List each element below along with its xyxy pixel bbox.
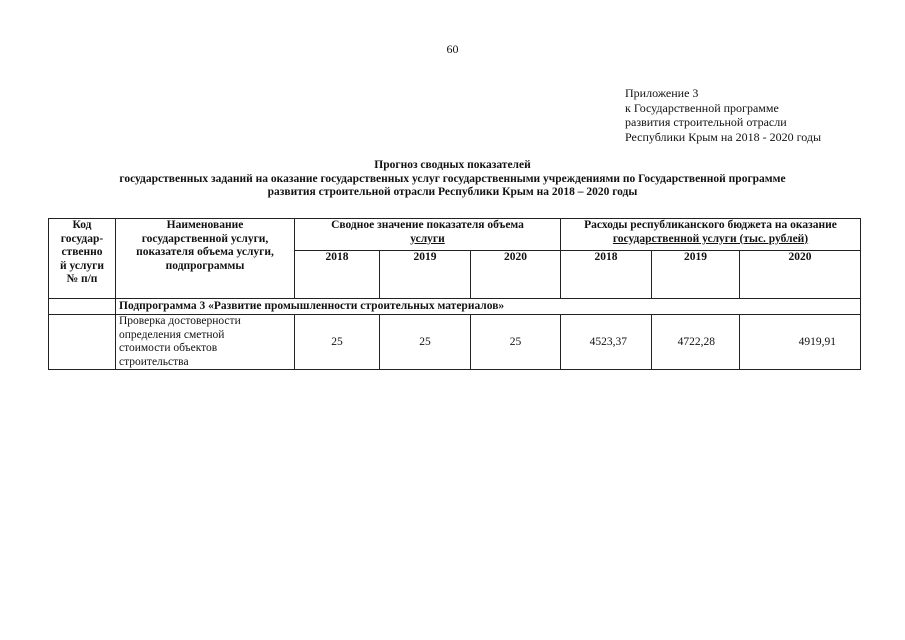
header-code-line: й услуги [59, 259, 105, 272]
header-expenses-line: Расходы республиканского бюджета на оказание [584, 219, 837, 231]
service-name-line: определения сметной [119, 328, 225, 341]
header-volume-group [295, 219, 561, 251]
year-expenses-2018: 2018 [561, 251, 652, 299]
header-expenses-group [561, 219, 861, 251]
volume-2019: 25 [380, 315, 471, 370]
expenses-2018: 4523,37 [561, 315, 652, 370]
volume-2018: 25 [295, 315, 380, 370]
service-code [49, 315, 116, 370]
header-code-line: государ- [60, 232, 104, 245]
appendix-line: Республики Крым на 2018 - 2020 годы [625, 129, 822, 144]
service-name-line: стоимости объектов [119, 342, 218, 354]
year-expenses-2019: 2019 [652, 251, 740, 299]
page-number: 60 [446, 42, 459, 56]
table-row [49, 315, 861, 370]
appendix-note [625, 86, 821, 144]
title-line: Прогноз сводных показателей [374, 159, 531, 171]
subprogram-title: Подпрограмма 3 «Развитие промышленности строительных материалов» [116, 299, 861, 315]
header-row [49, 219, 861, 251]
appendix-line: Приложение 3 [625, 86, 699, 100]
appendix-line: развития строительной отрасли [625, 115, 787, 129]
header-name-line: Наименование [166, 219, 244, 231]
year-volume-2020: 2020 [471, 251, 561, 299]
expenses-2019: 4722,28 [652, 315, 740, 370]
title-line: государственных заданий на оказание государственных услуг государственными учреждениями по Государственной программе [119, 172, 786, 185]
header-volume-line: услуги [410, 232, 445, 245]
appendix-line: к Государственной программе [625, 100, 779, 115]
header-volume-line: Сводное значение показателя объема [331, 219, 524, 231]
service-name-line: Проверка достоверности [119, 315, 241, 327]
service-name-line: строительства [119, 355, 189, 368]
expenses-2020: 4919,91 [740, 315, 861, 370]
forecast-table [48, 218, 861, 370]
header-code-line: № п/п [66, 273, 98, 285]
header-name-line: подпрограммы [165, 259, 245, 272]
header-code [49, 219, 116, 299]
year-expenses-2020: 2020 [740, 251, 861, 299]
title-line: развития строительной отрасли Республики Крым на 2018 – 2020 годы [267, 186, 638, 198]
year-volume-2019: 2019 [380, 251, 471, 299]
header-code-line: Код [72, 219, 92, 231]
subprogram-row [49, 299, 861, 315]
document-title [40, 159, 865, 200]
service-name [116, 315, 295, 370]
volume-2020: 25 [471, 315, 561, 370]
header-code-line: ственно [61, 246, 103, 258]
subprogram-code-cell [49, 299, 116, 315]
header-name [116, 219, 295, 299]
header-name-line: показателя объема услуги, [136, 246, 274, 258]
header-expenses-line: государственной услуги (тыс. рублей) [612, 232, 809, 245]
header-name-line: государственной услуги, [141, 232, 269, 245]
year-volume-2018: 2018 [295, 251, 380, 299]
